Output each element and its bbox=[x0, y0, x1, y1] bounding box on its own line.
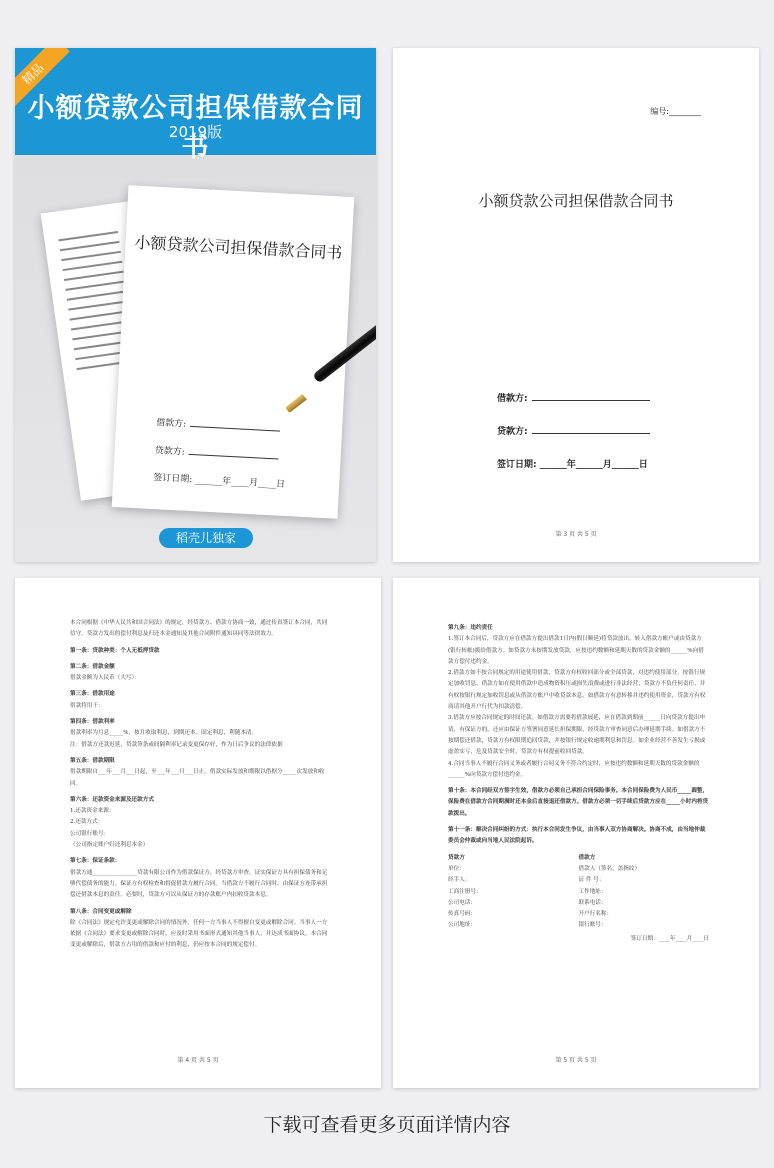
signature-date: 签订日期：____年____月____日 bbox=[630, 935, 709, 942]
signature-cell: 工作地址： bbox=[578, 888, 607, 895]
clause-text: 借款方通________________贷款有限公司作为借款保证方，经贷款方审查，证实保证方具有担保债务和足够代偿债务的能力。保证方有权检查和督促借款方履行合同。当借款方不履行合同时，由保证方连带承担偿还借款本息的责任。必要时，贷款方可以从保证方的存款账户内扣收贷款本息。 bbox=[70, 869, 328, 899]
signature-cell: 公司地址： bbox=[448, 922, 476, 929]
cover-banner bbox=[15, 48, 376, 163]
clause-heading: 第十一条：解决合同纠纷的方式：执行本合同发生争议，由当事人双方协商解决。协商不成，由当地仲裁委员会仲裁或向当地人民法院起诉。 bbox=[448, 827, 706, 845]
clause-heading: 第九条：违约责任 bbox=[448, 625, 493, 631]
paper-lender: 贷款方: bbox=[154, 443, 279, 462]
front-paper bbox=[112, 185, 355, 518]
clause-heading: 第八条：合同变更或解除 bbox=[70, 908, 132, 915]
premium-ribbon: 精品 bbox=[15, 48, 70, 111]
clause-text: 借款金额为人民币（大写）： bbox=[70, 675, 140, 682]
page-5-body bbox=[448, 618, 709, 945]
cover-version: 2019版 bbox=[168, 123, 223, 141]
signature-cell: 借款方 bbox=[578, 854, 596, 861]
signature-row bbox=[448, 875, 709, 886]
clause-text: 借款期限自___年___月___日起，至___年___月___日止。借款实际发放和期限以借据分_____次发放和收回。 bbox=[70, 769, 325, 787]
cover-title: 小额贷款公司担保借款合同书 bbox=[27, 93, 364, 163]
clause-heading: 第五条：借款期限 bbox=[70, 757, 115, 764]
page-4-preview[interactable] bbox=[15, 578, 381, 1088]
borrower-line: 借款方: bbox=[497, 391, 650, 404]
clause-text: 借款利率为月息_____%，按月收取利息，到期还本。固定利息，利随本清。 bbox=[70, 730, 258, 737]
page-number: 第 5 页 共 5 页 bbox=[555, 1057, 597, 1064]
clause-text: 4.合同当事人不履行合同义务或者履行合同义务不符合约定时，应按违约数额和延期天数的贷款金额的______%向贷款方偿付违约金。 bbox=[448, 760, 700, 778]
page-5-preview[interactable] bbox=[393, 578, 759, 1088]
exclusive-badge: 稻壳儿独家 bbox=[159, 528, 253, 548]
signature-row bbox=[448, 920, 709, 931]
clause-heading: 第四条：借款利率 bbox=[70, 719, 115, 726]
signature-cell: 传真号码： bbox=[448, 911, 476, 918]
page-number: 第 4 页 共 5 页 bbox=[177, 1057, 219, 1064]
contract-number: 编号:________ bbox=[650, 107, 701, 116]
clause-text: 2.借款方如不按合同规定的用途使用借款，贷款方有权收回部分或全部贷款，对违约使用部分，按银行规定加收罚息。借款方如在使用借款中造成物资积压或损失浪费或进行非法经营，贷款方不负任何责任，并有权按银行规定加收罚息或从借款方账户中收贷款本息。如借款方有意转移并违约使用资金，贷款方有权商请其他开户行代为扣款清偿。 bbox=[448, 670, 706, 711]
paper-borrower: 借款方: bbox=[156, 415, 281, 434]
signature-cell: 开户行名称： bbox=[578, 911, 613, 918]
sign-date: 签订日期: ______年______月______日 bbox=[497, 460, 648, 470]
clause-heading: 第七条：保证条款： bbox=[70, 858, 121, 865]
signature-row bbox=[448, 864, 709, 875]
clause-text: 1.还款资金来源： bbox=[70, 808, 115, 815]
clause-heading: 第十条：本合同经双方签字生效，借款方必须自己承担合同保险事务。本合同保险费为人民币_____圆整，保险费在借款方合同期满时还本金后直接退还借款方。借款方必须一切手续后贷款方应在_____小时内将贷款拨出。 bbox=[448, 788, 709, 817]
clause-text: 2.还款方式： bbox=[70, 819, 104, 826]
clause-heading: 第三条：借款用途 bbox=[70, 691, 115, 698]
clause-text: 本合同根据《中华人民共和国合同法》的规定，经贷款方、借款方协商一致，通过传真签订本合同，共同信守。贷款方发出的偿付利息及归还本金通知及其他合同附件通知具同等法律效力。 bbox=[70, 620, 328, 638]
clause-heading: 第六条：还款资金来源及还款方式 bbox=[70, 796, 154, 803]
signature-cell: 单位： bbox=[448, 865, 465, 872]
signature-cell: 借款人（签名，盖指纹） bbox=[578, 865, 641, 872]
signature-cell: 证 件 号： bbox=[578, 877, 605, 884]
page-number: 第 3 页 共 5 页 bbox=[555, 531, 597, 538]
clause-text: 除《合同法》规定允许变更或解除合同的情况外，任何一方当事人不得擅自变更或解除合同。当事人一方依据《合同法》要求变更或解除合同时，应及时采用书面形式通知其他当事人，并达成书面协议。本合同变更或解除后，借款方占用的借款和应付的利息，仍应按本合同的规定偿付。 bbox=[70, 919, 328, 949]
cover-preview[interactable] bbox=[15, 48, 376, 562]
contract-title: 小额贷款公司担保借款合同书 bbox=[478, 192, 674, 210]
paper-date: 签订日期: ______年____月____日 bbox=[153, 473, 286, 490]
clause-text: 3.借款方应按合同规定的时间还款。如借款方需要将借款展延，应在借款到期前______日向贷款方提出申请，有保证方的，还应由保证方签署同意延长担保期限，经贷款方审查同意后办理延期手续。如借款方不按期偿还借款，贷款方有权限期追回贷款，并按银行规定收逾期利息和罚息。如企业经营不善发生亏损或虚盈实亏，危及贷款安全时，贷款方有权提前收回贷款。 bbox=[448, 715, 706, 756]
signature-row bbox=[448, 898, 709, 909]
signature-row bbox=[448, 909, 709, 920]
page-4-body bbox=[70, 618, 331, 952]
clause-text: 注：借款方还款迟延，贷款签条或间隔利率记录变更保存好，作为日后争议的法律依据 bbox=[70, 741, 283, 748]
signature-cell: 工商注册号： bbox=[448, 888, 482, 895]
clause-text: 公司银行账号： bbox=[70, 830, 110, 837]
lender-line: 贷款方: bbox=[497, 424, 650, 437]
signature-cell: 银行账号： bbox=[578, 922, 607, 929]
signature-cell: 联系电话： bbox=[578, 899, 607, 906]
signature-row bbox=[448, 853, 709, 864]
clause-text: （公司指定账户归还利息本金） bbox=[70, 842, 149, 849]
clause-text: 借款将用于： bbox=[70, 702, 104, 709]
download-hint: 下载可查看更多页面详情内容 bbox=[263, 1114, 511, 1136]
signature-cell: 贷款方 bbox=[448, 854, 465, 861]
page-3-preview[interactable] bbox=[393, 48, 759, 562]
clause-heading: 第一条：贷款种类：个人无抵押贷款 bbox=[70, 647, 160, 654]
clause-heading: 第二条：借款金额 bbox=[70, 663, 115, 670]
paper-title: 小额贷款公司担保借款合同书 bbox=[134, 232, 343, 263]
clause-text: 1.签订本合同后，贷款方应在借款方提出借款1日内(假日顺延)将贷款放出，转入借款方帐户或由贷款方(银行转帐)拨给借款方。如贷款方未按期发放贷款，应按违约数额和延期天数的贷款金额的______%向借款方偿付违约金。 bbox=[448, 636, 704, 665]
signature-row bbox=[448, 887, 709, 898]
signature-cell: 公司电话： bbox=[448, 899, 476, 906]
signature-cell: 经手人： bbox=[448, 877, 471, 884]
